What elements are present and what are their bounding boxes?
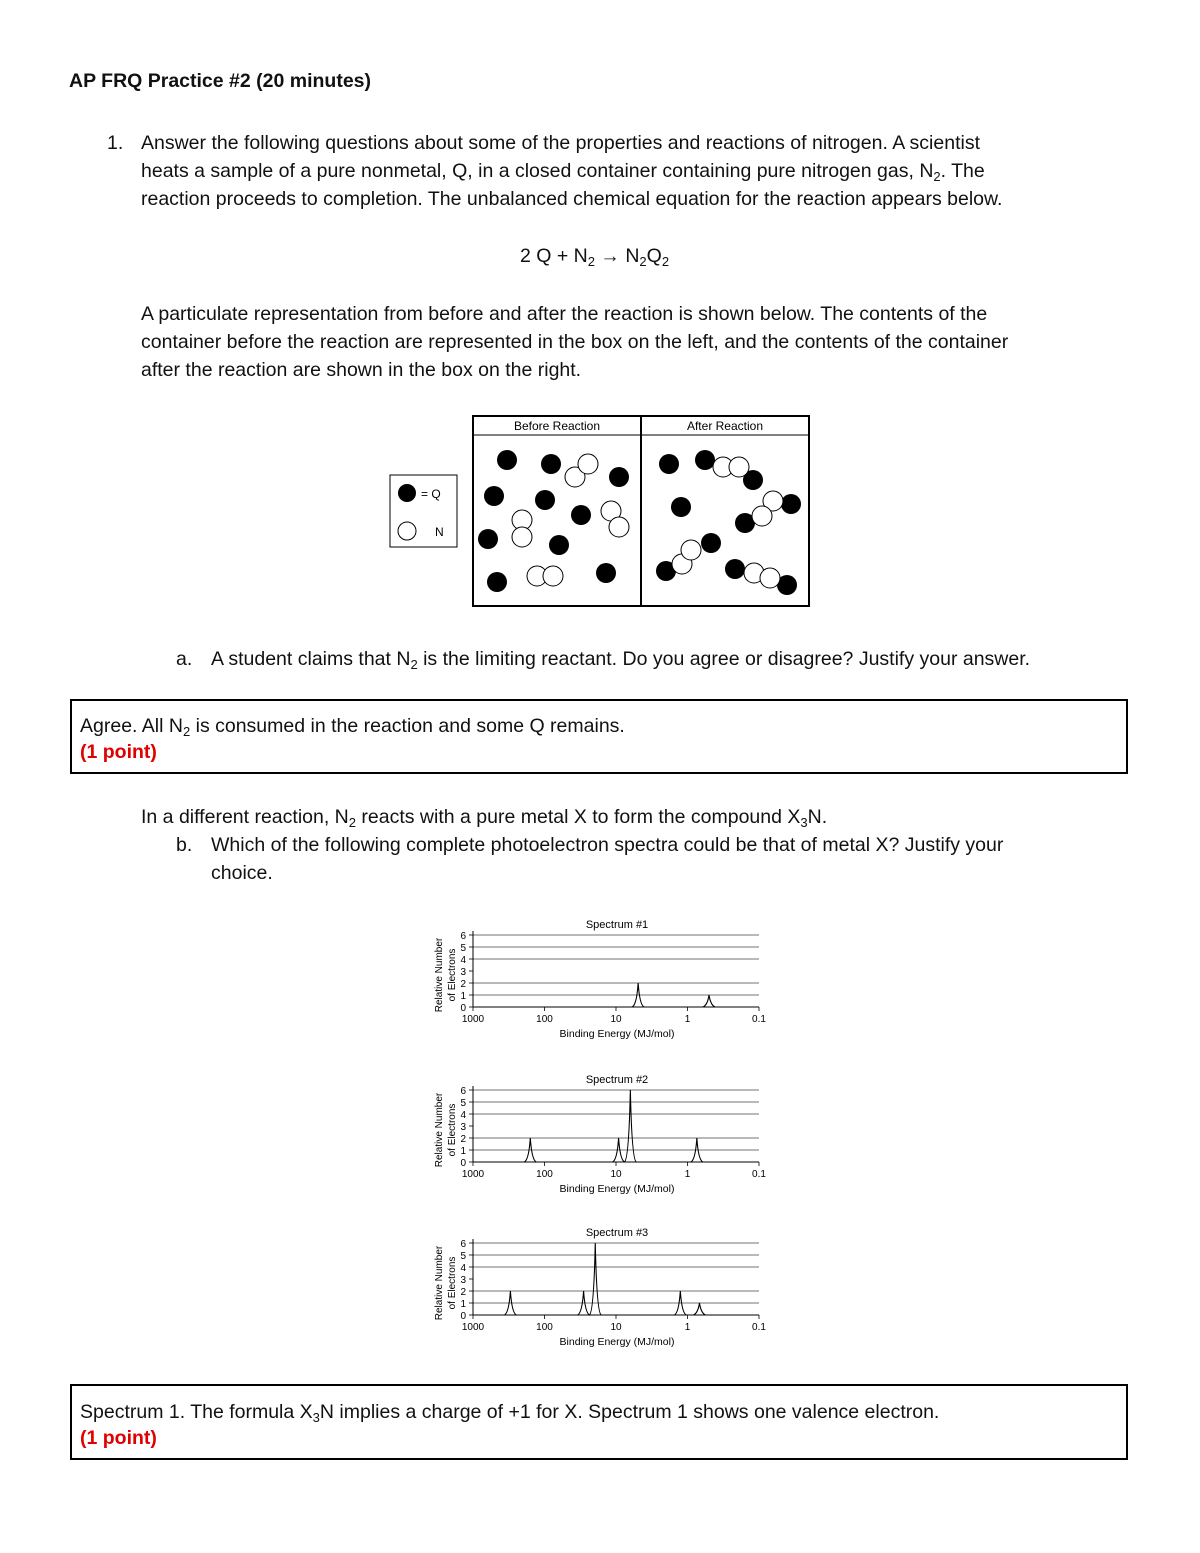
- x-tick-label: 10: [610, 1169, 622, 1180]
- intro-line-1: Answer the following questions about some of the properties and reactions of nitrogen. A scientist: [141, 132, 980, 154]
- x-tick-label: 1000: [461, 1322, 485, 1333]
- answer-b-points: (1 point): [80, 1427, 157, 1449]
- x-tick-label: 10: [610, 1014, 622, 1025]
- y-tick-label: 1: [460, 991, 466, 1002]
- answer-b-text: Spectrum 1. The formula $X_3N$ implies a charge of +1 for X. Spectrum 1 shows one valence electron.: [80, 1401, 940, 1425]
- chemical-equation: 2 $Q + N_2 \to N_2Q_2$: [520, 245, 670, 269]
- y-tick-label: 6: [460, 1086, 466, 1097]
- y-tick-label: 0: [460, 1311, 466, 1322]
- y-tick-label: 4: [460, 1263, 466, 1274]
- part-b-intro: In a different reaction, $N_2$ reacts with a pure metal X to form the compound $X_3N$.: [141, 806, 828, 830]
- particulate-line-2: container before the reaction are represented in the box on the left, and the contents of the container: [141, 331, 1009, 353]
- x-axis-label: Binding Energy (MJ/mol): [559, 1183, 675, 1195]
- after-label: After Reaction: [686, 419, 764, 433]
- particulate-line-1: A particulate representation from before and after the reaction is shown below. The contents of the: [141, 303, 988, 325]
- x-tick-label: 100: [536, 1014, 553, 1025]
- n-particle-legend: [398, 522, 416, 540]
- part-b-line-2: choice.: [211, 862, 273, 884]
- spectrum-2-chart: [425, 1067, 775, 1202]
- y-axis-label: of Electrons: [447, 1103, 458, 1157]
- q-particle-legend: [398, 484, 416, 502]
- legend: [390, 475, 457, 547]
- y-axis-label: Relative Number: [434, 1092, 445, 1168]
- x-tick-label: 0.1: [752, 1014, 766, 1025]
- spectrum-peak: [703, 995, 715, 1007]
- spectrum-title: Spectrum #2: [585, 1074, 649, 1086]
- x-tick-label: 1000: [461, 1169, 485, 1180]
- answer-a-text: Agree. All $N_2$ is consumed in the reaction and some Q remains.: [80, 715, 625, 739]
- x-tick-label: 0.1: [752, 1169, 766, 1180]
- answer-box-a: [70, 699, 1128, 774]
- x-tick-label: 10: [610, 1322, 622, 1333]
- x-axis-label: Binding Energy (MJ/mol): [559, 1336, 675, 1348]
- svg-text:N: N: [435, 525, 444, 539]
- y-tick-label: 3: [460, 1122, 466, 1133]
- y-tick-label: 5: [460, 943, 466, 954]
- y-tick-label: 6: [460, 1239, 466, 1250]
- y-tick-label: 3: [460, 967, 466, 978]
- y-tick-label: 2: [460, 979, 466, 990]
- y-tick-label: 2: [460, 1287, 466, 1298]
- x-tick-label: 100: [536, 1322, 553, 1333]
- answer-box-b: [70, 1384, 1128, 1460]
- intro-line-2: heats a sample of a pure nonmetal, Q, in a closed container containing pure nitrogen gas, $N_2$. The: [141, 160, 985, 184]
- spectrum-3-chart: [425, 1220, 775, 1355]
- spectrum-peak: [624, 1090, 636, 1162]
- y-tick-label: 4: [460, 1110, 466, 1121]
- y-tick-label: 5: [460, 1251, 466, 1262]
- spectrum-title: Spectrum #3: [585, 1227, 649, 1239]
- x-axis-label: Binding Energy (MJ/mol): [559, 1028, 675, 1040]
- y-tick-label: 6: [460, 931, 466, 942]
- svg-text:= Q: = Q: [421, 487, 441, 501]
- spectrum-title: Spectrum #1: [585, 919, 649, 931]
- spectrum-peak: [589, 1243, 601, 1315]
- question-number: 1.: [107, 132, 124, 154]
- particulate-line-3: after the reaction are shown in the box on the right.: [141, 359, 582, 381]
- intro-line-3: reaction proceeds to completion. The unbalanced chemical equation for the reaction appears below.: [141, 188, 1003, 210]
- y-tick-label: 2: [460, 1134, 466, 1145]
- y-axis-label: of Electrons: [447, 948, 458, 1002]
- part-a-letter: a.: [176, 648, 193, 670]
- part-a-question: A student claims that $N_2$ is the limiting reactant. Do you agree or disagree? Justify your answer.: [211, 648, 1031, 672]
- y-axis-label: Relative Number: [434, 937, 445, 1013]
- answer-a-points: (1 point): [80, 741, 157, 763]
- y-tick-label: 5: [460, 1098, 466, 1109]
- y-tick-label: 4: [460, 955, 466, 966]
- x-tick-label: 1: [684, 1014, 691, 1025]
- y-tick-label: 1: [460, 1146, 466, 1157]
- y-tick-label: 0: [460, 1003, 466, 1014]
- x-tick-label: 1: [684, 1169, 691, 1180]
- y-axis-label: Relative Number: [434, 1245, 445, 1321]
- page-title: AP FRQ Practice #2 (20 minutes): [69, 70, 372, 92]
- y-tick-label: 0: [460, 1158, 466, 1169]
- spectrum-1-chart: [425, 912, 775, 1047]
- x-tick-label: 0.1: [752, 1322, 766, 1333]
- x-tick-label: 1: [684, 1322, 691, 1333]
- x-tick-label: 1000: [461, 1014, 485, 1025]
- y-axis-label: of Electrons: [447, 1256, 458, 1310]
- part-b-line-1: Which of the following complete photoelectron spectra could be that of metal X? Justify your: [211, 834, 1004, 856]
- before-label: Before Reaction: [513, 419, 601, 433]
- spectrum-peak: [693, 1303, 705, 1315]
- x-tick-label: 100: [536, 1169, 553, 1180]
- y-tick-label: 3: [460, 1275, 466, 1286]
- particulate-diagram: [385, 410, 815, 610]
- part-b-letter: b.: [176, 834, 193, 856]
- y-tick-label: 1: [460, 1299, 466, 1310]
